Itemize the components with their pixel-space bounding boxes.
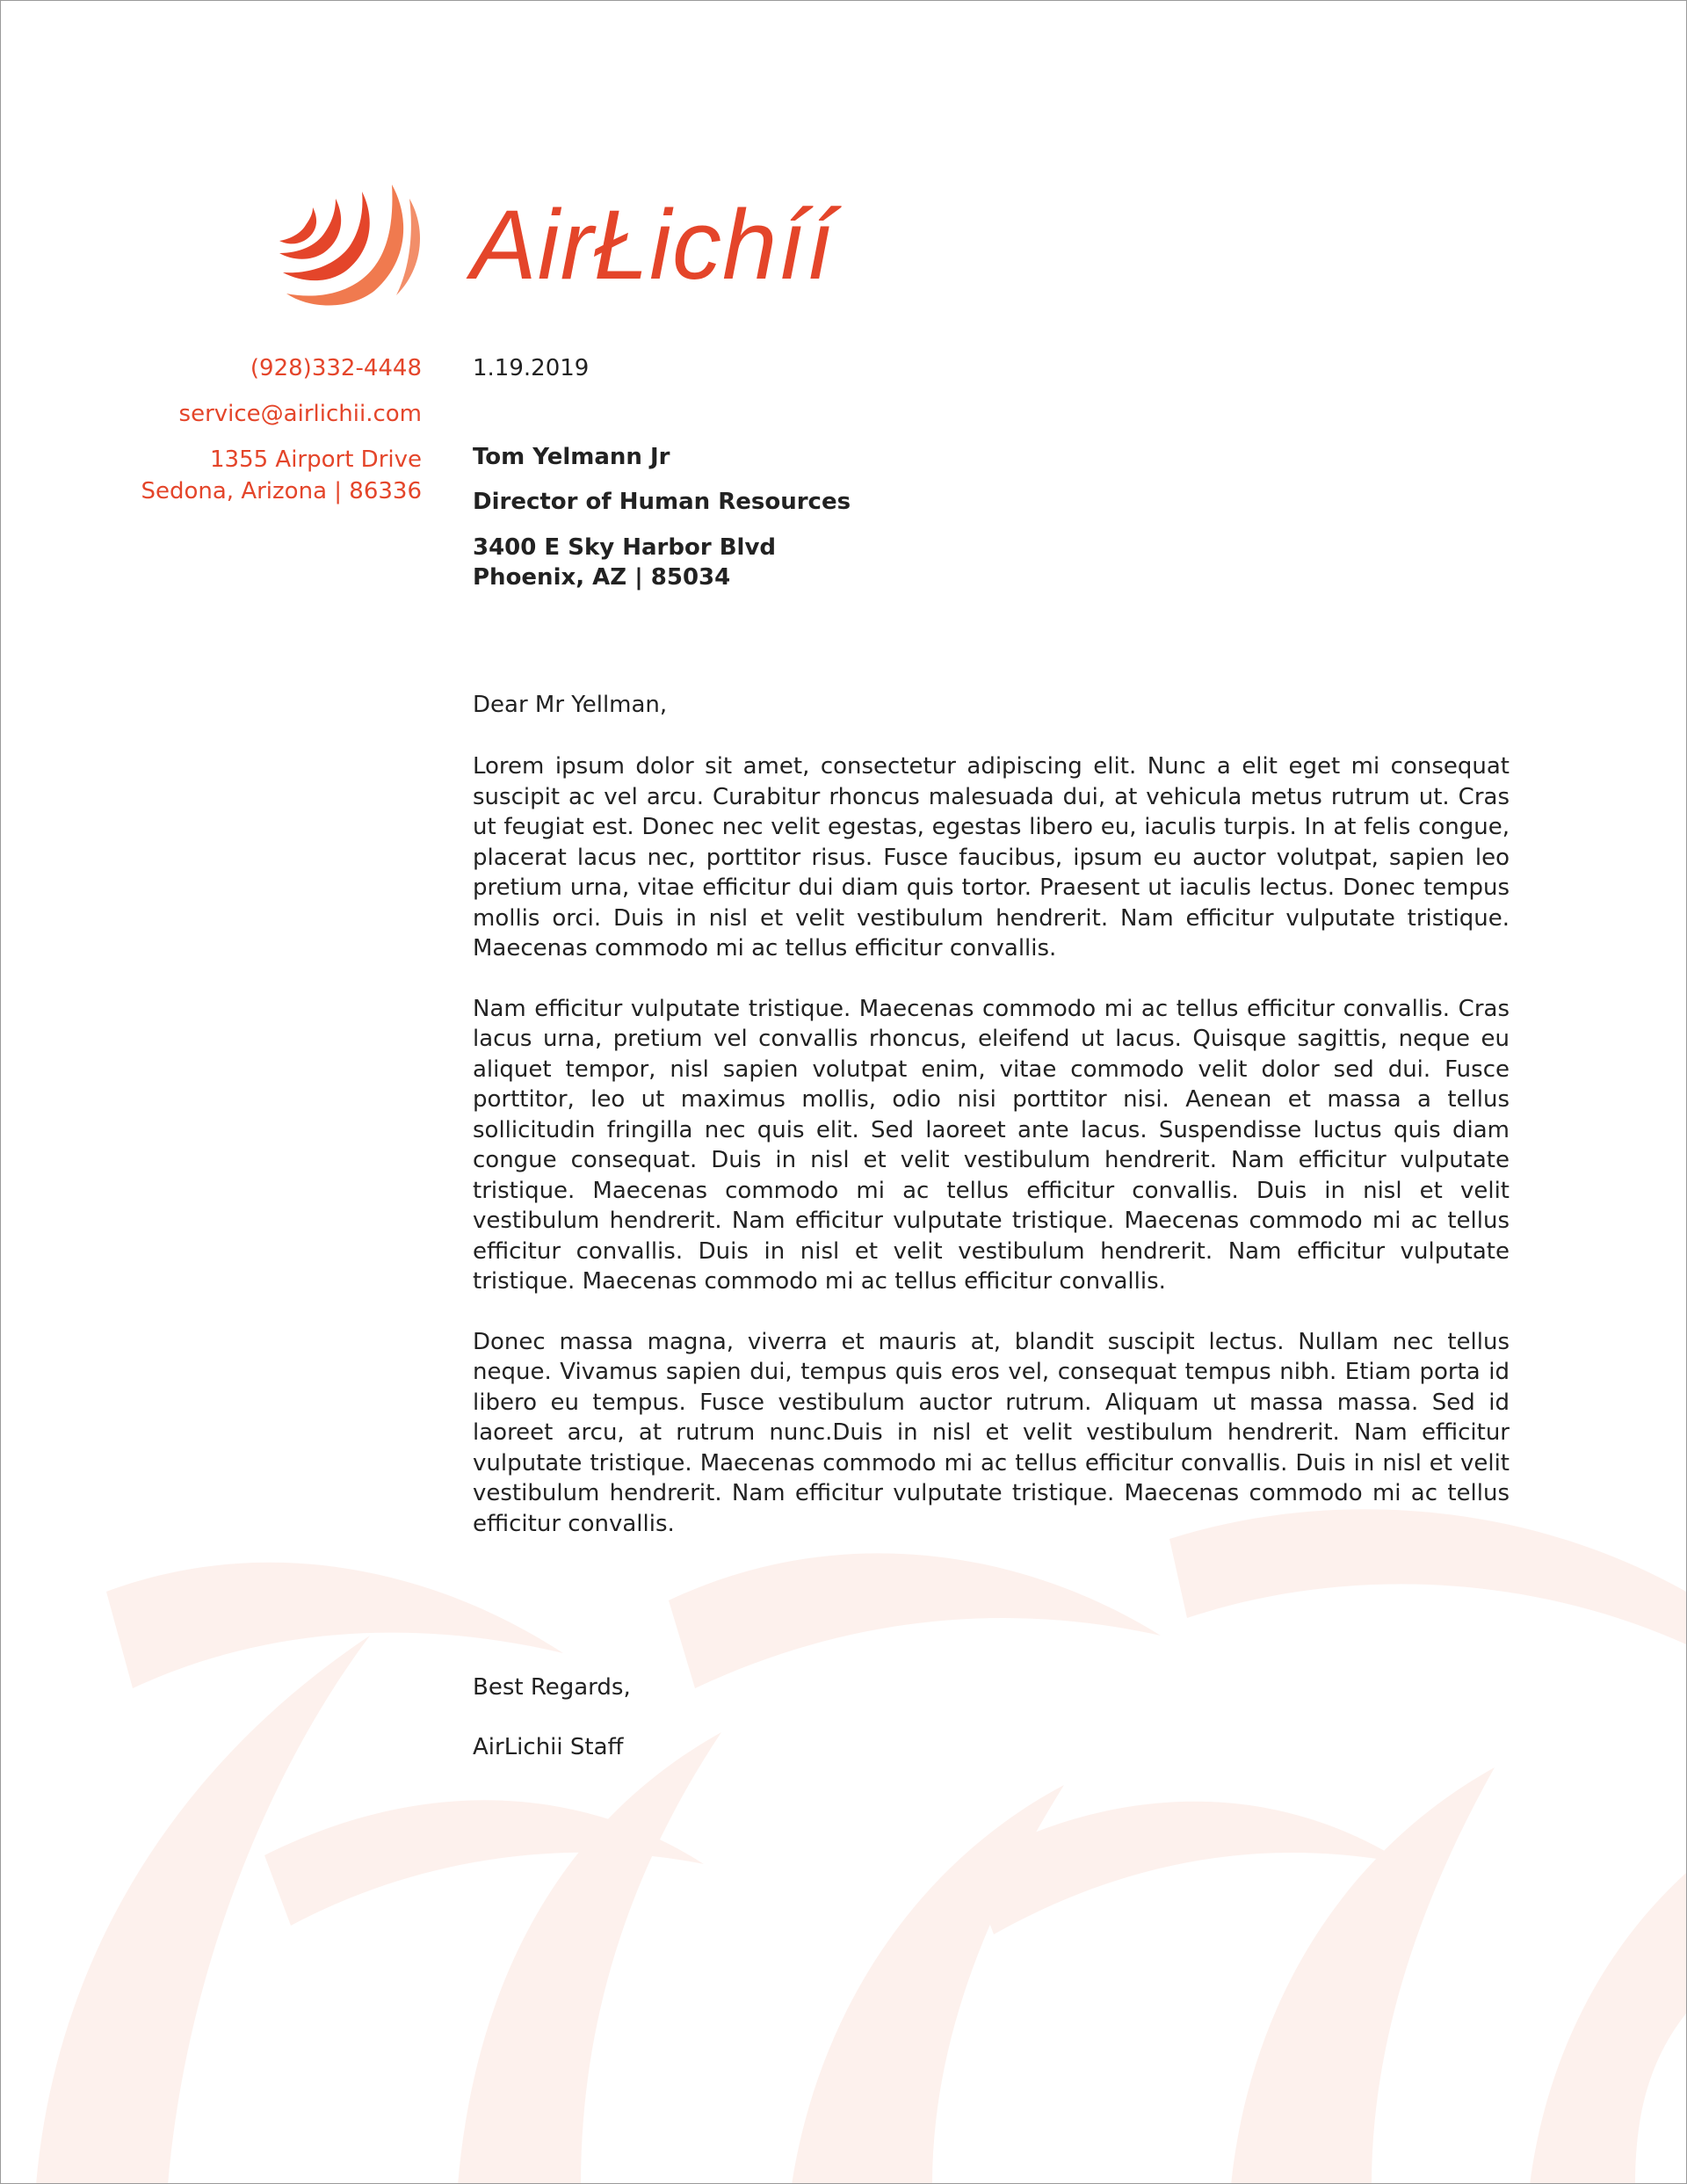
feather-watermark bbox=[1, 1486, 1686, 2184]
sender-address-line1: 1355 Airport Drive bbox=[209, 446, 422, 473]
letter-body bbox=[473, 352, 1510, 1569]
body-paragraph: Nam efficitur vulputate tristique. Maecenas commodo mi ac tellus efficitur convallis. Cras lacus urna, pretium vel convallis rhoncus, eleifend ut lacus. Quisque sagittis, neque eu aliquet tempor, nisl sapien volutpat enim, vitae commodo velit dolor sed dui. Fusce porttitor, leo ut maximus mollis, odio nisi porttitor nisi. Aenean et massa a tellus sollicitudin fringilla nec quis elit. Sed laoreet ante lacus. Suspendisse luctus quis diam congue consequat. Duis in nisl et velit vestibulum hendrerit. Nam efficitur vulputate tristique. Maecenas commodo mi ac tellus efficitur convallis. Duis in nisl et velit vestibulum hendrerit. Nam efficitur vulputate tristique. Maecenas commodo mi ac tellus efficitur convallis. Duis in nisl et velit vestibulum hendrerit. Nam efficitur vulputate tristique. Maecenas commodo mi ac tellus efficitur convallis. bbox=[473, 995, 1510, 1295]
salutation: Dear Mr Yellman, bbox=[473, 691, 668, 718]
recipient-block bbox=[473, 442, 1510, 593]
closing: Best Regards, bbox=[473, 1674, 631, 1701]
closing-block bbox=[473, 1672, 631, 1762]
recipient-address-line1: 3400 E Sky Harbor Blvd bbox=[473, 533, 777, 561]
sender-email: service@airlichii.com bbox=[178, 401, 422, 427]
letter-date: 1.19.2019 bbox=[473, 355, 590, 381]
sender-phone: (928)332-4448 bbox=[250, 355, 422, 381]
logo-wordmark: AirŁichíí bbox=[471, 190, 835, 300]
airlichii-logo bbox=[278, 181, 910, 313]
flame-feather-icon bbox=[278, 181, 431, 313]
body-paragraph: Lorem ipsum dolor sit amet, consectetur adipiscing elit. Nunc a elit eget mi consequat suscipit ac vel arcu. Curabitur rhoncus malesuada dui, at vehicula metus rutrum ut. Cras ut feugiat est. Donec nec velit egestas, egestas libero eu, iaculis turpis. In at felis congue, placerat lacus nec, porttitor risus. Fusce faucibus, ipsum eu auctor volutpat, sapien leo pretium urna, vitae efficitur dui diam quis tortor. Praesent ut iaculis lectus. Donec tempus mollis orci. Duis in nisl et velit vestibulum hendrerit. Nam efficitur vulputate tristique. Maecenas commodo mi ac tellus efficitur convallis. bbox=[473, 753, 1510, 961]
sender-address-line2: Sedona, Arizona | 86336 bbox=[141, 478, 422, 504]
recipient-title: Director of Human Resources bbox=[473, 489, 851, 515]
signature: AirLichii Staff bbox=[473, 1734, 624, 1760]
recipient-name: Tom Yelmann Jr bbox=[473, 443, 670, 470]
recipient-address-line2: Phoenix, AZ | 85034 bbox=[473, 564, 731, 591]
sender-contact-block bbox=[88, 352, 422, 507]
body-paragraph: Donec massa magna, viverra et mauris at, blandit suscipit lectus. Nullam nec tellus neque. Vivamus sapien dui, tempus quis eros vel, consequat tempus nibh. Etiam porta id libero eu tempus. Fusce vestibulum auctor rutrum. Aliquam ut massa massa. Sed id laoreet arcu, at rutrum nunc.Duis in nisl et velit vestibulum hendrerit. Nam efficitur vulputate tristique. Maecenas commodo mi ac tellus efficitur convallis. Duis in nisl et velit vestibulum hendrerit. Nam efficitur vulputate tristique. Maecenas commodo mi ac tellus efficitur convallis. bbox=[473, 1328, 1510, 1537]
